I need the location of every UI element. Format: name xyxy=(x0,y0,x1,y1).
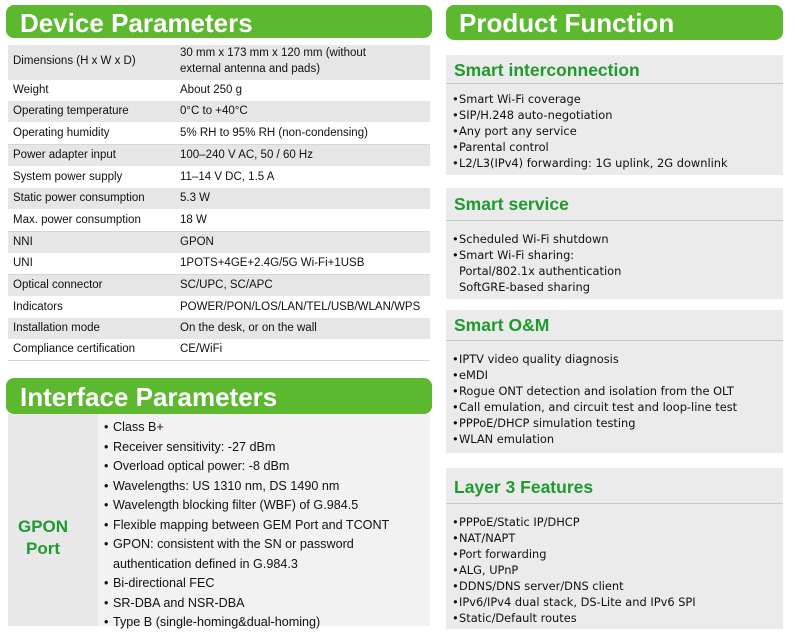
list-item: • GPON: consistent with the SN or password xyxy=(104,537,354,551)
section-divider xyxy=(446,83,783,84)
list-item: •Static/Default routes xyxy=(452,611,577,625)
list-item: •Rogue ONT detection and isolation from the OLT xyxy=(452,384,734,398)
table-row xyxy=(8,188,430,209)
smart-service-panel xyxy=(446,188,783,299)
list-item: •Smart Wi-Fi sharing: xyxy=(452,248,575,262)
list-item: •IPv6/IPv4 dual stack, DS-Lite and IPv6 SPI xyxy=(452,595,696,609)
param-value: About 250 g xyxy=(180,84,243,96)
device-parameters-title: Device Parameters xyxy=(20,8,253,38)
list-item: •PPPoE/Static IP/DHCP xyxy=(452,515,580,529)
table-row xyxy=(8,275,430,296)
param-value: 11–14 V DC, 1.5 A xyxy=(180,171,275,183)
param-value: 18 W xyxy=(180,214,207,226)
list-item: • Flexible mapping between GEM Port and TCONT xyxy=(104,517,390,532)
param-label: Indicators xyxy=(13,301,63,313)
param-label: Static power consumption xyxy=(13,192,145,204)
param-value: On the desk, or on the wall xyxy=(180,322,317,334)
param-label: System power supply xyxy=(13,171,123,183)
list-item: • Receiver sensitivity: -27 dBm xyxy=(104,439,276,454)
param-value: CE/WiFi xyxy=(180,343,223,355)
device-parameters-header xyxy=(6,5,432,38)
table-row xyxy=(8,253,430,275)
list-item: •Smart Wi-Fi coverage xyxy=(452,92,581,106)
list-item: •IPTV video quality diagnosis xyxy=(452,352,619,366)
section-title: Smart O&M xyxy=(454,315,550,335)
param-label: Dimensions (H x W x D) xyxy=(13,55,136,67)
product-function-title: Product Function xyxy=(459,8,675,38)
list-item: • Type B (single-homing&dual-homing) xyxy=(104,615,321,629)
gpon-port-label-1: GPON xyxy=(17,517,69,536)
param-value: 0°C to +40°C xyxy=(180,105,248,117)
list-item: • Class B+ xyxy=(104,420,164,434)
list-item: •SIP/H.248 auto-negotiation xyxy=(452,108,613,122)
table-row xyxy=(8,167,430,189)
param-value: 100–240 V AC, 50 / 60 Hz xyxy=(180,149,313,161)
list-item: •NAT/NAPT xyxy=(452,531,516,545)
smart-interconnection-list xyxy=(452,91,728,171)
section-title: Smart interconnection xyxy=(454,60,640,80)
param-value: 5% RH to 95% RH (non-condensing) xyxy=(180,127,368,139)
param-label: UNI xyxy=(13,257,33,269)
interface-parameters-title: Interface Parameters xyxy=(20,382,278,412)
param-value: 1POTS+4GE+2.4G/5G Wi-Fi+1USB xyxy=(180,257,365,269)
list-item: •L2/L3(IPv4) forwarding: 1G uplink, 2G downlink xyxy=(452,156,728,170)
list-item: • Wavelengths: US 1310 nm, DS 1490 nm xyxy=(104,478,340,493)
list-item: •eMDI xyxy=(452,368,488,382)
param-label: Installation mode xyxy=(13,322,100,334)
param-label: NNI xyxy=(13,236,33,248)
layer3-features-list xyxy=(452,514,696,626)
param-label: Optical connector xyxy=(13,279,103,291)
param-label: Max. power consumption xyxy=(13,214,141,226)
list-item: • SR-DBA and NSR-DBA xyxy=(104,595,245,610)
list-item: Portal/802.1x authentication xyxy=(459,264,622,278)
section-divider xyxy=(446,220,783,221)
list-item: •Any port any service xyxy=(452,124,577,138)
param-value: POWER/PON/LOS/LAN/TEL/USB/WLAN/WPS xyxy=(180,301,421,313)
table-row xyxy=(8,145,430,166)
gpon-port-cell xyxy=(8,414,98,626)
section-title: Smart service xyxy=(454,194,569,214)
list-item: •Call emulation, and circuit test and loop-line test xyxy=(452,400,738,414)
list-item: •Scheduled Wi-Fi shutdown xyxy=(452,232,609,246)
param-value: 5.3 W xyxy=(180,192,211,204)
list-item: •WLAN emulation xyxy=(452,432,555,446)
gpon-port-label-2: Port xyxy=(26,539,60,558)
param-value: GPON xyxy=(180,236,214,248)
list-item: •PPPoE/DHCP simulation testing xyxy=(452,416,636,430)
table-row xyxy=(8,123,430,145)
list-item: •ALG, UPnP xyxy=(452,563,519,577)
interface-parameters-header xyxy=(6,378,432,414)
layer3-features-panel xyxy=(446,468,783,629)
param-label: Compliance certification xyxy=(13,343,136,355)
list-item: • Bi-directional FEC xyxy=(104,576,215,590)
smart-om-list xyxy=(452,351,737,447)
list-item: •Port forwarding xyxy=(452,547,547,561)
param-label: Power adapter input xyxy=(13,149,116,161)
smart-service-list xyxy=(452,231,621,295)
list-item: authentication defined in G.984.3 xyxy=(113,556,298,571)
smart-interconnection-panel xyxy=(446,55,783,175)
list-item: SoftGRE-based sharing xyxy=(459,280,590,294)
section-divider xyxy=(446,340,783,341)
list-item: • Wavelength blocking filter (WBF) of G.984.5 xyxy=(104,498,359,512)
table-row xyxy=(8,297,430,319)
table-row xyxy=(8,210,430,232)
table-row xyxy=(8,318,430,339)
list-item: • Overload optical power: -8 dBm xyxy=(104,459,290,473)
table-row xyxy=(8,45,430,80)
param-value: 30 mm x 173 mm x 120 mm (without xyxy=(180,47,366,59)
param-value-continued: external antenna and pads) xyxy=(180,63,321,75)
section-title: Layer 3 Features xyxy=(454,477,594,497)
gpon-feature-list xyxy=(104,418,389,633)
smart-om-panel xyxy=(446,310,783,453)
table-row xyxy=(8,339,430,361)
table-row xyxy=(8,232,430,253)
param-label: Operating humidity xyxy=(13,127,110,139)
param-label: Operating temperature xyxy=(13,105,129,117)
list-item: •Parental control xyxy=(452,140,549,154)
param-value: SC/UPC, SC/APC xyxy=(180,279,273,291)
list-item: •DDNS/DNS server/DNS client xyxy=(452,579,624,593)
product-function-header xyxy=(446,5,783,40)
section-divider xyxy=(446,503,783,504)
table-row xyxy=(8,101,430,122)
table-row xyxy=(8,80,430,102)
param-label: Weight xyxy=(13,84,49,96)
